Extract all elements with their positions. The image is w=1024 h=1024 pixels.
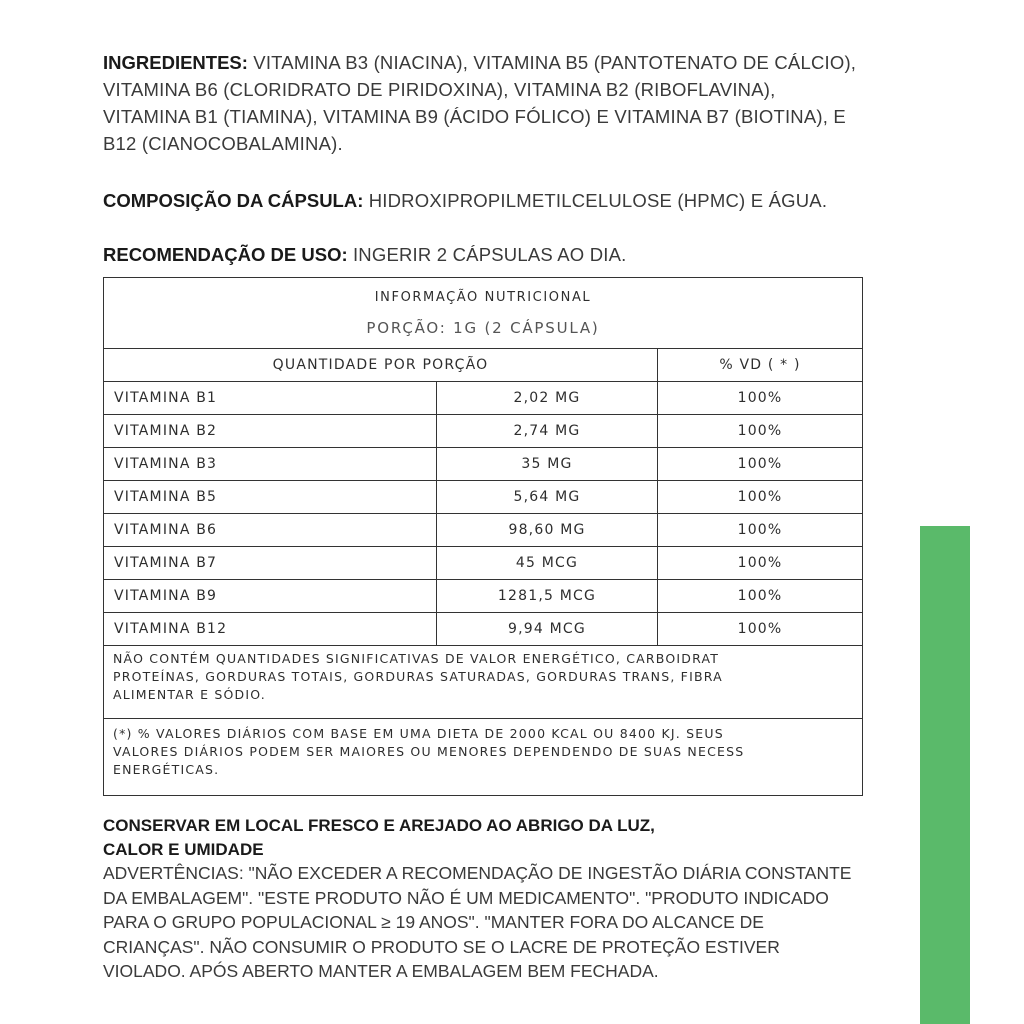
nutrient-amount: 2,74 MG	[437, 415, 658, 448]
nutrient-amount: 45 MCG	[437, 547, 658, 580]
nutrient-amount: 1281,5 MCG	[437, 580, 658, 613]
nutrient-dv: 100%	[658, 382, 863, 415]
nutrient-amount: 9,94 MCG	[437, 613, 658, 646]
nutrient-name: VITAMINA B1	[104, 382, 437, 415]
table-row	[104, 481, 863, 514]
usage-label: RECOMENDAÇÃO DE USO:	[103, 244, 348, 265]
nutrient-name: VITAMINA B5	[104, 481, 437, 514]
nutrient-name: VITAMINA B12	[104, 613, 437, 646]
storage-line: CONSERVAR EM LOCAL FRESCO E AREJADO AO ABRIGO DA LUZ,	[103, 816, 655, 835]
nutrition-header-row	[104, 349, 863, 382]
nutrient-amount: 35 MG	[437, 448, 658, 481]
storage-line: CALOR E UMIDADE	[103, 840, 264, 859]
table-row	[104, 613, 863, 646]
ingredients-text: VITAMINA B3 (NIACINA), VITAMINA B5 (PANTOTENATO DE CÁLCIO), VITAMINA B6 (CLORIDRATO DE PIRIDOXINA), VITAMINA B2 (RIBOFLAVINA), VITAMINA B1 (TIAMINA), VITAMINA B9 (ÁCIDO FÓLICO) E VITAMINA B7 (BIOTINA), E B12 (CIANOCOBALAMINA).	[103, 52, 857, 154]
table-row	[104, 547, 863, 580]
nutrient-amount: 98,60 MG	[437, 514, 658, 547]
nutrient-dv: 100%	[658, 415, 863, 448]
nutrient-dv: 100%	[658, 481, 863, 514]
usage-text: INGERIR 2 CÁPSULAS AO DIA.	[352, 244, 627, 265]
table-row	[104, 382, 863, 415]
ingredients-label: INGREDIENTES:	[103, 52, 248, 73]
table-row	[104, 415, 863, 448]
usage-recommendation-section	[103, 241, 863, 268]
daily-value-note-line: (*) % VALORES DIÁRIOS COM BASE EM UMA DIETA DE 2000 KCAL OU 8400 KJ. SEUS	[113, 726, 724, 741]
green-accent-bar	[920, 526, 970, 1024]
nutrition-facts-table	[103, 277, 863, 796]
nutrient-amount: 5,64 MG	[437, 481, 658, 514]
nutrient-name: VITAMINA B3	[104, 448, 437, 481]
insignificant-note-line: NÃO CONTÉM QUANTIDADES SIGNIFICATIVAS DE VALOR ENERGÉTICO, CARBOIDRAT	[113, 651, 720, 666]
daily-value-note-line: ENERGÉTICAS.	[113, 762, 220, 777]
storage-instructions	[103, 814, 803, 862]
nutrient-name: VITAMINA B9	[104, 580, 437, 613]
warnings-text: ADVERTÊNCIAS: "NÃO EXCEDER A RECOMENDAÇÃO DE INGESTÃO DIÁRIA CONSTANTE DA EMBALAGEM". "ESTE PRODUTO NÃO É UM MEDICAMENTO". "PRODUTO INDICADO PARA O GRUPO POPULACIONAL ≥ 19 ANOS". "MANTER FORA DO ALCANCE DE CRIANÇAS". NÃO CONSUMIR O PRODUTO SE O LACRE DE PROTEÇÃO ESTIVER VIOLADO. APÓS ABERTO MANTER A EMBALAGEM BEM FECHADA.	[103, 863, 852, 981]
serving-size: PORÇÃO: 1G (2 CÁPSULA)	[366, 318, 600, 337]
nutrient-name: VITAMINA B6	[104, 514, 437, 547]
insignificant-note-line: ALIMENTAR E SÓDIO.	[113, 687, 266, 702]
daily-value-note-row	[104, 719, 863, 796]
insignificant-note-line: PROTEÍNAS, GORDURAS TOTAIS, GORDURAS SATURADAS, GORDURAS TRANS, FIBRA	[113, 669, 723, 684]
nutrient-dv: 100%	[658, 580, 863, 613]
capsule-label: COMPOSIÇÃO DA CÁPSULA:	[103, 190, 364, 211]
nutrient-dv: 100%	[658, 613, 863, 646]
nutrient-name: VITAMINA B7	[104, 547, 437, 580]
ingredients-section	[103, 49, 863, 157]
nutrient-amount: 2,02 MG	[437, 382, 658, 415]
nutrition-title-row	[104, 278, 863, 349]
table-row	[104, 514, 863, 547]
nutrient-dv: 100%	[658, 547, 863, 580]
nutrient-dv: 100%	[658, 448, 863, 481]
capsule-composition-section	[103, 187, 863, 214]
daily-value-note-line: VALORES DIÁRIOS PODEM SER MAIORES OU MENORES DEPENDENDO DE SUAS NECESS	[113, 744, 745, 759]
insignificant-note-row	[104, 646, 863, 719]
table-row	[104, 580, 863, 613]
nutrition-title: INFORMAÇÃO NUTRICIONAL	[374, 289, 592, 305]
capsule-text: HIDROXIPROPILMETILCELULOSE (HPMC) E ÁGUA.	[368, 190, 828, 211]
nutrient-name: VITAMINA B2	[104, 415, 437, 448]
header-quantity: QUANTIDADE POR PORÇÃO	[104, 349, 658, 382]
table-row	[104, 448, 863, 481]
nutrient-dv: 100%	[658, 514, 863, 547]
header-daily-value: % VD ( * )	[658, 349, 863, 382]
